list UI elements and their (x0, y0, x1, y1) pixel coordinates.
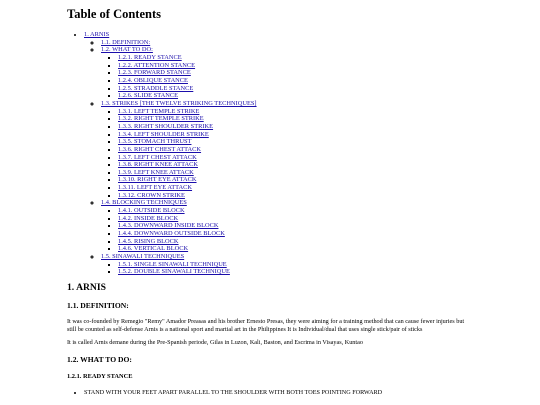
toc-link[interactable]: 1.3.8. RIGHT KNEE ATTACK (118, 161, 198, 169)
toc-item (118, 238, 473, 246)
toc-sublist (101, 261, 473, 276)
definition-paragraph-1: It was co-founded by Remegio "Remy" Amador Preasas and his brother Ernesto Presas, they were aiming for a training method that can cause fewer injuries but still be counted as self-defense Arnis is a national sport and martial art in the Philippines It is Individual/dual that uses single stick/pair of sticks (67, 318, 465, 333)
toc-item (118, 169, 473, 177)
subsection-heading-ready-stance: 1.2.1. READY STANCE (67, 372, 133, 380)
toc-link[interactable]: 1.3. STRIKES [THE TWELVE STRIKING TECHNIQUES] (101, 99, 257, 107)
toc-link[interactable]: 1.3.11. LEFT EYE ATTACK (118, 184, 193, 192)
toc-link[interactable]: 1.2.4. OBLIQUE STANCE (118, 76, 188, 84)
toc-sublist (101, 108, 473, 200)
toc-item (101, 253, 473, 276)
toc-link[interactable]: 1.3.6. RIGHT CHEST ATTACK (118, 145, 202, 153)
toc-item (118, 268, 473, 276)
toc-item (118, 245, 473, 253)
toc-sublist (101, 54, 473, 100)
section-heading-definition: 1.1. DEFINITION: (67, 301, 129, 310)
toc-sublist (84, 39, 473, 276)
toc-link[interactable]: 1.1. DEFINITION: (101, 38, 151, 46)
toc-item (118, 176, 473, 184)
toc-link[interactable]: 1.2.3. FORWARD STANCE (118, 69, 191, 77)
toc-item (118, 62, 473, 70)
table-of-contents (67, 31, 473, 276)
toc-link[interactable]: 1.4.6. VERTICAL BLOCK (118, 245, 189, 253)
toc-item (101, 46, 473, 100)
toc-item (118, 154, 473, 162)
toc-link[interactable]: 1.2.5. STRADDLE STANCE (118, 84, 194, 92)
toc-list (67, 31, 473, 276)
toc-link[interactable]: 1.3.2. RIGHT TEMPLE STRIKE (118, 115, 204, 123)
toc-item (118, 131, 473, 139)
toc-item (118, 92, 473, 100)
toc-item (101, 100, 473, 200)
toc-link[interactable]: 1.2.6. SLIDE STANCE (118, 92, 179, 100)
definition-paragraph-2: It is called Arnis demane during the Pre-Spanish periode, Gilas in Luzon, Kali, Baston, and Escrima in Visayas, Kuntao (67, 339, 363, 347)
list-item: • STAND WITH YOUR FEET APART PARALLEL TO THE SHOULDER WITH BOTH TOES POINTING FORWARD (84, 389, 473, 397)
toc-item (101, 199, 473, 253)
section-heading-what-to-do: 1.2. WHAT TO DO: (67, 354, 132, 364)
toc-link[interactable]: 1. ARNIS (84, 31, 110, 38)
toc-link[interactable]: 1.3.4. LEFT SHOULDER STRIKE (118, 130, 209, 138)
toc-item (118, 115, 473, 123)
toc-item (118, 123, 473, 131)
toc-link[interactable]: 1.3.12. CROWN STRIKE (118, 191, 185, 199)
toc-link[interactable]: 1.4.1. OUTSIDE BLOCK (118, 207, 185, 215)
section-heading-arnis: 1. ARNIS (67, 282, 106, 293)
toc-link[interactable]: 1.4.4. DOWNWARD OUTSIDE BLOCK (118, 230, 225, 238)
toc-link[interactable]: 1.2.2. ATTENTION STANCE (118, 61, 196, 69)
toc-link[interactable]: 1.2. WHAT TO DO: (101, 46, 153, 54)
ready-stance-list (67, 389, 473, 397)
toc-item (118, 54, 473, 62)
toc-item (118, 215, 473, 223)
toc-item (118, 77, 473, 85)
toc-link[interactable]: 1.3.10. RIGHT EYE ATTACK (118, 176, 197, 184)
toc-item (118, 230, 473, 238)
toc-link[interactable]: 1.4.2. INSIDE BLOCK (118, 214, 179, 222)
toc-item (118, 138, 473, 146)
toc-link[interactable]: 1.4.5. RISING BLOCK (118, 237, 179, 245)
toc-link[interactable]: 1.3.1. LEFT TEMPLE STRIKE (118, 107, 200, 115)
toc-item (118, 184, 473, 192)
toc-link[interactable]: 1.3.3. RIGHT SHOULDER STRIKE (118, 122, 214, 130)
toc-sublist (101, 207, 473, 253)
toc-item (118, 85, 473, 93)
toc-item (118, 146, 473, 154)
toc-link[interactable]: 1.2.1. READY STANCE (118, 53, 182, 61)
toc-item (84, 31, 473, 276)
toc-item (118, 207, 473, 215)
toc-link[interactable]: 1.5.2. DOUBLE SINAWALI TECHNIQUE (118, 268, 230, 276)
toc-item (118, 108, 473, 116)
toc-link[interactable]: 1.3.7. LEFT CHEST ATTACK (118, 153, 197, 161)
toc-link[interactable]: 1.5.1. SINGLE SINAWALI TECHNIQUE (118, 260, 227, 268)
toc-item (118, 161, 473, 169)
toc-link[interactable]: 1.4. BLOCKING TECHNIQUES (101, 199, 187, 207)
toc-link[interactable]: 1.3.5. STOMACH THRUST (118, 138, 192, 146)
toc-link[interactable]: 1.5. SINAWALI TECHNIQUES (101, 253, 185, 261)
toc-link[interactable]: 1.3.9. LEFT KNEE ATTACK (118, 168, 194, 176)
toc-link[interactable]: 1.4.3. DOWNWARD INSIDE BLOCK (118, 222, 219, 230)
toc-item (118, 261, 473, 269)
toc-item (101, 39, 473, 47)
toc-item (118, 222, 473, 230)
toc-item (118, 69, 473, 77)
toc-title: Table of Contents (67, 7, 161, 21)
toc-item (118, 192, 473, 200)
